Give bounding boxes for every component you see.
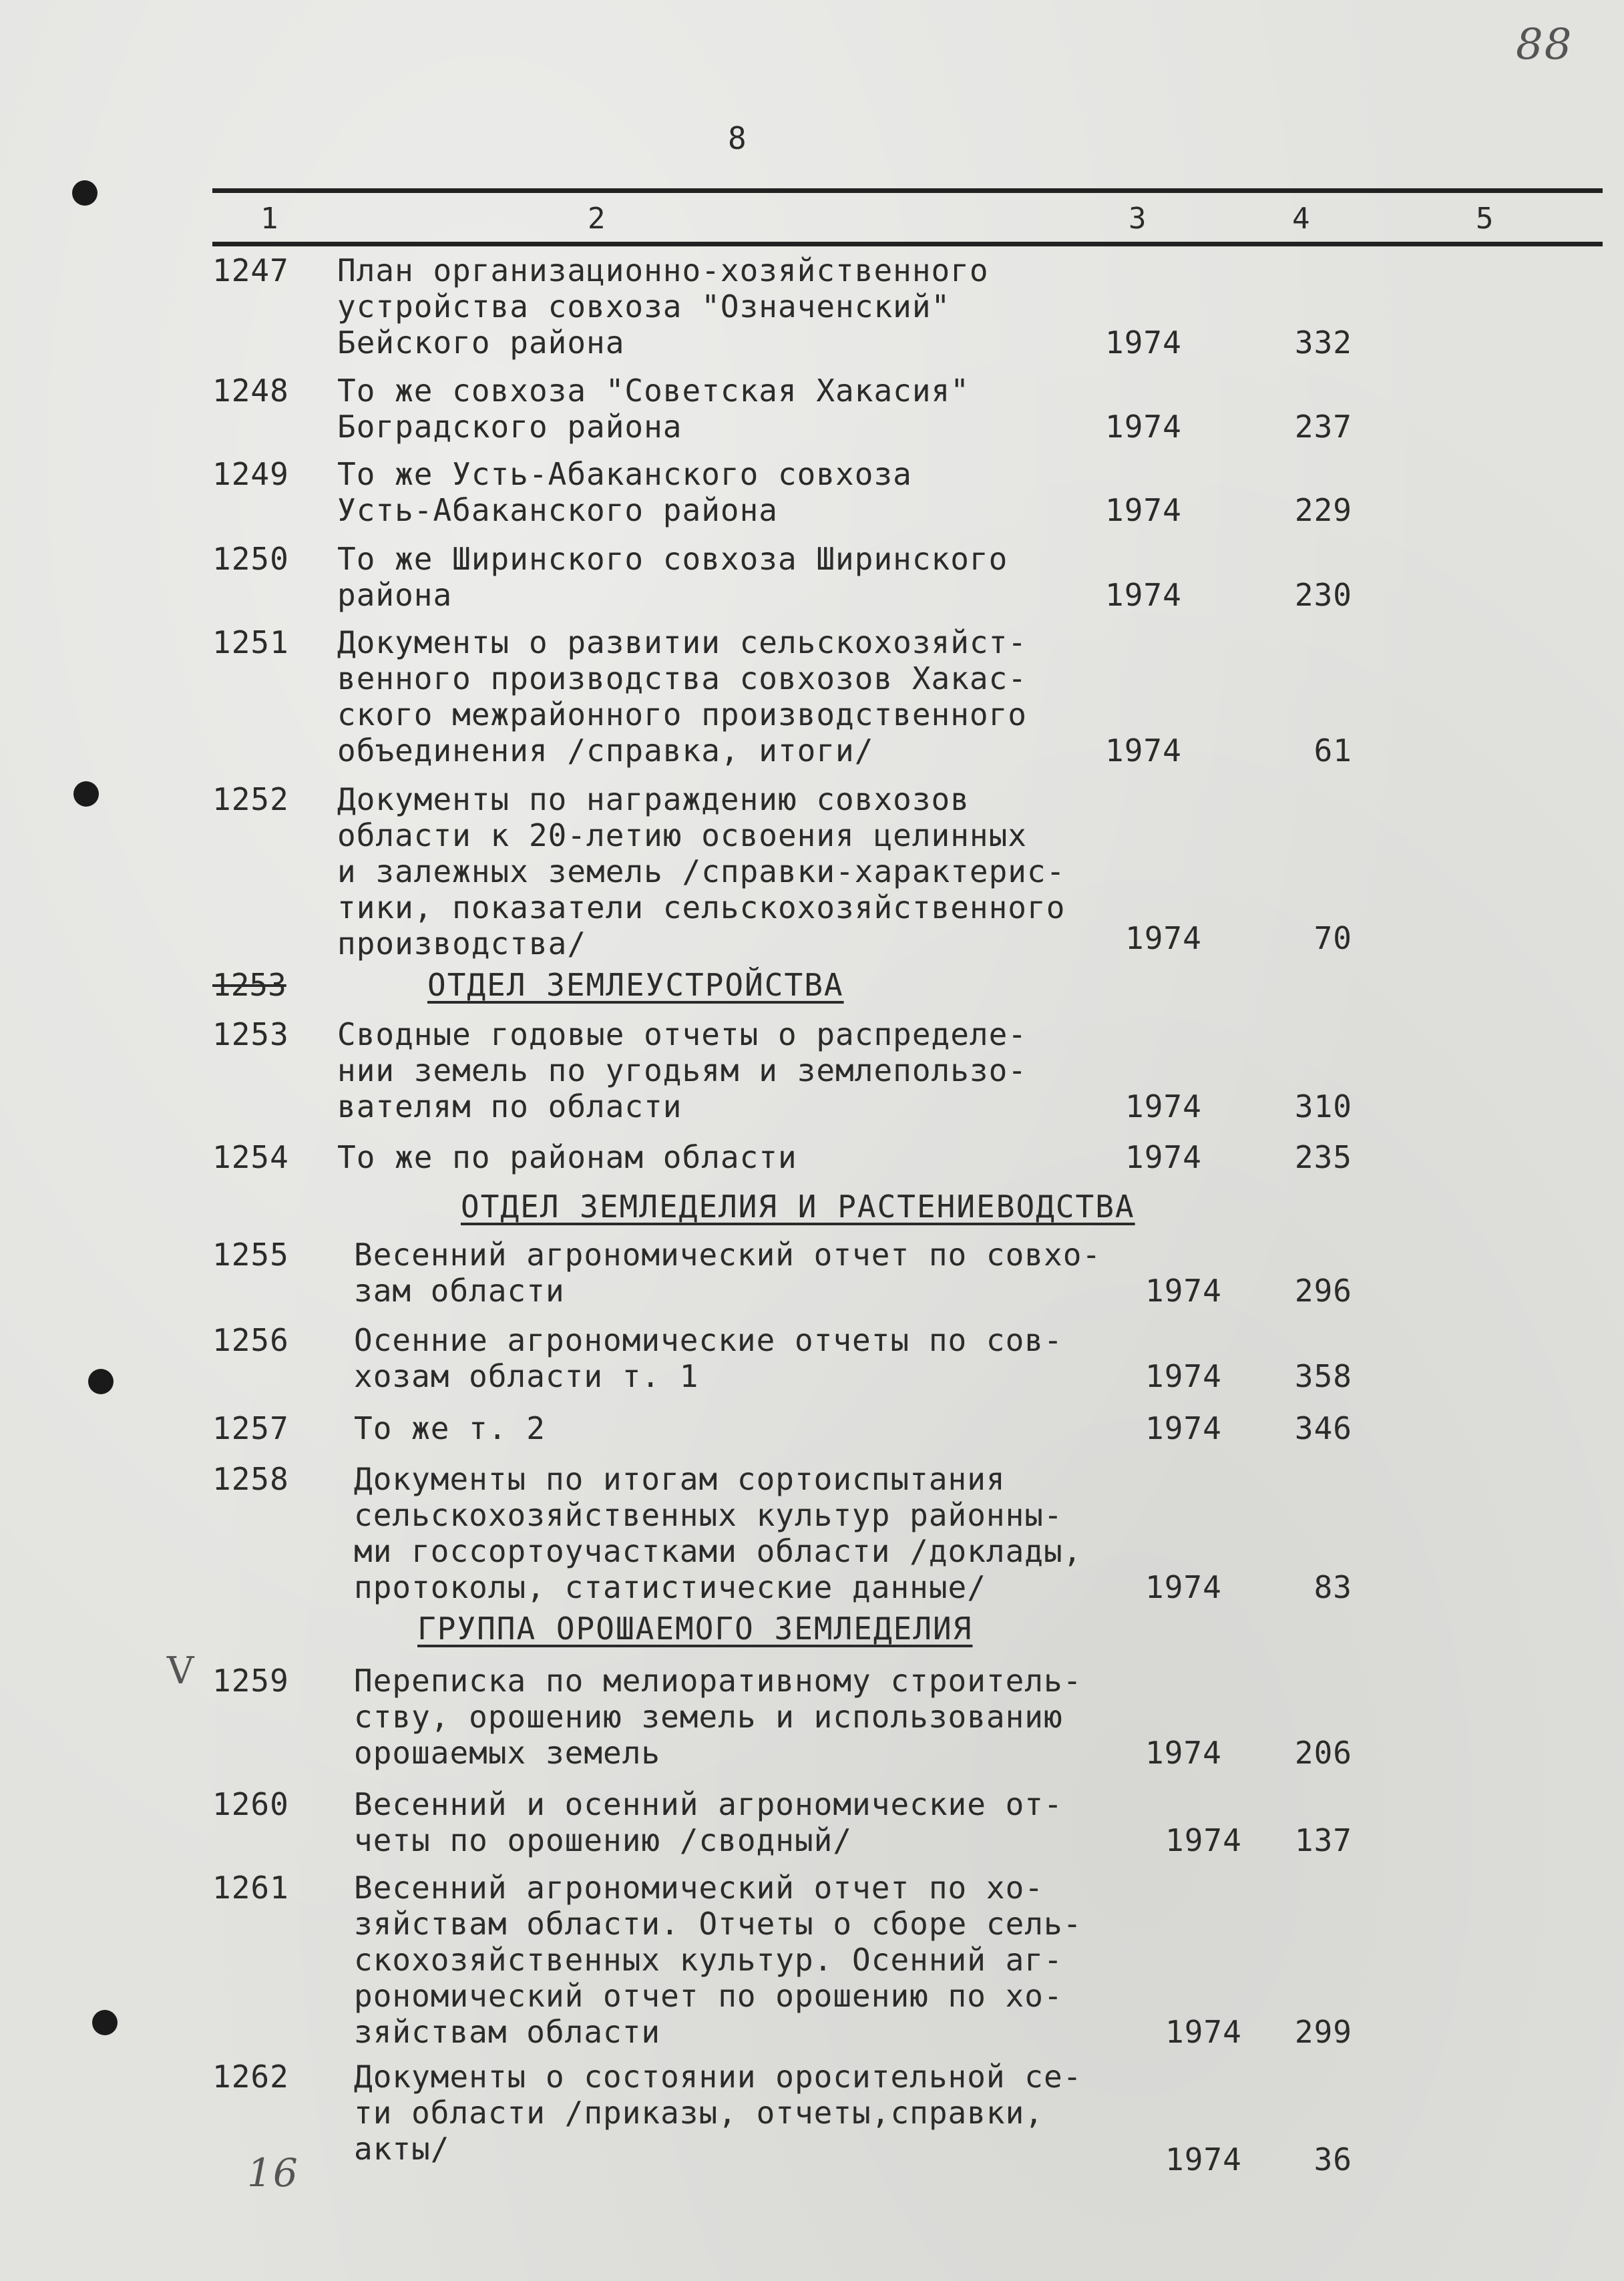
entry-number: 1256 xyxy=(212,1322,289,1358)
entry-number: 1253 xyxy=(212,1016,289,1052)
entry-number: 1251 xyxy=(212,624,289,660)
entry-number: 1247 xyxy=(212,252,289,288)
punch-hole-2 xyxy=(73,781,99,807)
entry-year: 1974 xyxy=(1125,1088,1202,1124)
entry-year: 1974 xyxy=(1165,2014,1242,2050)
entry-number: 1254 xyxy=(212,1139,289,1175)
entry-sheet-count: 358 xyxy=(1294,1358,1352,1394)
entry-title: То же т. 2 xyxy=(354,1410,546,1446)
entry-title: Переписка по мелиоративному строитель- ству, орошению земель и использованию орошаемых земель xyxy=(354,1663,1082,1771)
entry-sheet-count: 237 xyxy=(1294,409,1352,445)
entry-sheet-count: 346 xyxy=(1294,1410,1352,1446)
entry-number: 1252 xyxy=(212,781,289,817)
entry-title: План организационно-хозяйственного устройства совхоза "Означенский" Бейского района xyxy=(337,252,989,361)
entry-title: Документы по награждению совхозов области к 20-летию освоения целинных и залежных земель /справки-характерис- тики, показатели сельскохозяйственного производства/ xyxy=(337,781,1066,962)
entry-number: 1260 xyxy=(212,1786,289,1822)
entry-sheet-count: 332 xyxy=(1294,325,1352,361)
entry-title: Осенние агрономические отчеты по сов- хозам области т. 1 xyxy=(354,1322,1063,1394)
entry-year: 1974 xyxy=(1105,409,1182,445)
entry-year: 1974 xyxy=(1105,325,1182,361)
entry-number: 1258 xyxy=(212,1461,289,1497)
entry-title: Весенний агрономический отчет по совхо- зам области xyxy=(354,1237,1102,1309)
column-number-2: 2 xyxy=(588,202,606,236)
entry-title: Документы о развитии сельскохозяйст- венного производства совхозов Хакас- ского межрайонного производственного объединения /справка, итоги/ xyxy=(337,624,1027,769)
header-rule-top xyxy=(212,188,1603,193)
entry-number: 1250 xyxy=(212,541,289,577)
archive-sheet-mark: 88 xyxy=(1516,20,1573,69)
entry-title: Весенний и осенний агрономические от- четы по орошению /сводный/ xyxy=(354,1786,1063,1858)
entry-year: 1974 xyxy=(1145,1410,1222,1446)
entry-sheet-count: 310 xyxy=(1294,1088,1352,1124)
punch-hole-3 xyxy=(88,1369,114,1394)
entry-year: 1974 xyxy=(1105,577,1182,613)
entry-sheet-count: 61 xyxy=(1313,733,1352,769)
entry-year: 1974 xyxy=(1165,1822,1242,1858)
column-number-4: 4 xyxy=(1292,202,1310,236)
entry-sheet-count: 70 xyxy=(1313,920,1352,956)
entry-sheet-count: 299 xyxy=(1294,2014,1352,2050)
entry-title: Весенний агрономический отчет по хо- зяйствам области. Отчеты о сборе сель- скохозяйственных культур. Осенний аг- рономический отчет по орошению по хо- зяйствам области xyxy=(354,1870,1082,2050)
entry-title: То же Ширинского совхоза Ширинского района xyxy=(337,541,1008,613)
entry-number: 1261 xyxy=(212,1870,289,1906)
column-number-3: 3 xyxy=(1129,202,1147,236)
check-mark: V xyxy=(167,1649,194,1693)
entry-sheet-count: 83 xyxy=(1313,1569,1352,1605)
entry-number: 1255 xyxy=(212,1237,289,1273)
section-heading-land: ОТДЕЛ ЗЕМЛЕУСТРОЙСТВА xyxy=(427,967,844,1003)
entry-sheet-count: 230 xyxy=(1294,577,1352,613)
entry-year: 1974 xyxy=(1145,1273,1222,1309)
column-number-row xyxy=(0,202,1624,242)
entry-title: То же совхоза "Советская Хакасия" Боградского района xyxy=(337,373,970,445)
entry-title: То же по районам области xyxy=(337,1139,797,1175)
entry-year: 1974 xyxy=(1165,2141,1242,2178)
entry-number: 1249 xyxy=(212,456,289,492)
entry-title: Сводные годовые отчеты о распределе- нии земель по угодьям и землепользо- вателям по области xyxy=(337,1016,1027,1124)
entry-year: 1974 xyxy=(1125,1139,1202,1175)
entry-sheet-count: 36 xyxy=(1313,2141,1352,2178)
entry-number: 1262 xyxy=(212,2059,289,2095)
page-number: 8 xyxy=(728,120,747,156)
punch-hole-4 xyxy=(92,2010,118,2035)
entry-year: 1974 xyxy=(1145,1735,1222,1771)
entry-sheet-count: 235 xyxy=(1294,1139,1352,1175)
entry-number: 1259 xyxy=(212,1663,289,1699)
entry-sheet-count: 229 xyxy=(1294,492,1352,528)
entry-year: 1974 xyxy=(1145,1569,1222,1605)
entry-year: 1974 xyxy=(1125,920,1202,956)
struck-entry-number: 1253 xyxy=(212,967,286,1003)
entry-number: 1248 xyxy=(212,373,289,409)
entry-number: 1257 xyxy=(212,1410,289,1446)
column-number-1: 1 xyxy=(260,202,278,236)
entry-sheet-count: 206 xyxy=(1294,1735,1352,1771)
entry-title: То же Усть-Абаканского совхоза Усть-Абаканского района xyxy=(337,456,912,528)
section-heading-irrigation: ГРУППА ОРОШАЕМОГО ЗЕМЛЕДЕЛИЯ xyxy=(417,1611,973,1647)
handwritten-bottom-mark: 16 xyxy=(247,2150,299,2196)
entry-sheet-count: 137 xyxy=(1294,1822,1352,1858)
entry-sheet-count: 296 xyxy=(1294,1273,1352,1309)
column-number-5: 5 xyxy=(1476,202,1494,236)
header-rule-bottom xyxy=(212,242,1603,246)
entry-title: Документы по итогам сортоиспытания сельскохозяйственных культур районны- ми госсортоучастками области /доклады, протоколы, статистические данные/ xyxy=(354,1461,1082,1605)
entry-year: 1974 xyxy=(1145,1358,1222,1394)
section-heading-farming: ОТДЕЛ ЗЕМЛЕДЕЛИЯ И РАСТЕНИЕВОДСТВА xyxy=(461,1189,1135,1225)
entry-year: 1974 xyxy=(1105,492,1182,528)
entry-title: Документы о состоянии оросительной се- ти области /приказы, отчеты,справки, акты/ xyxy=(354,2059,1082,2167)
entry-year: 1974 xyxy=(1105,733,1182,769)
